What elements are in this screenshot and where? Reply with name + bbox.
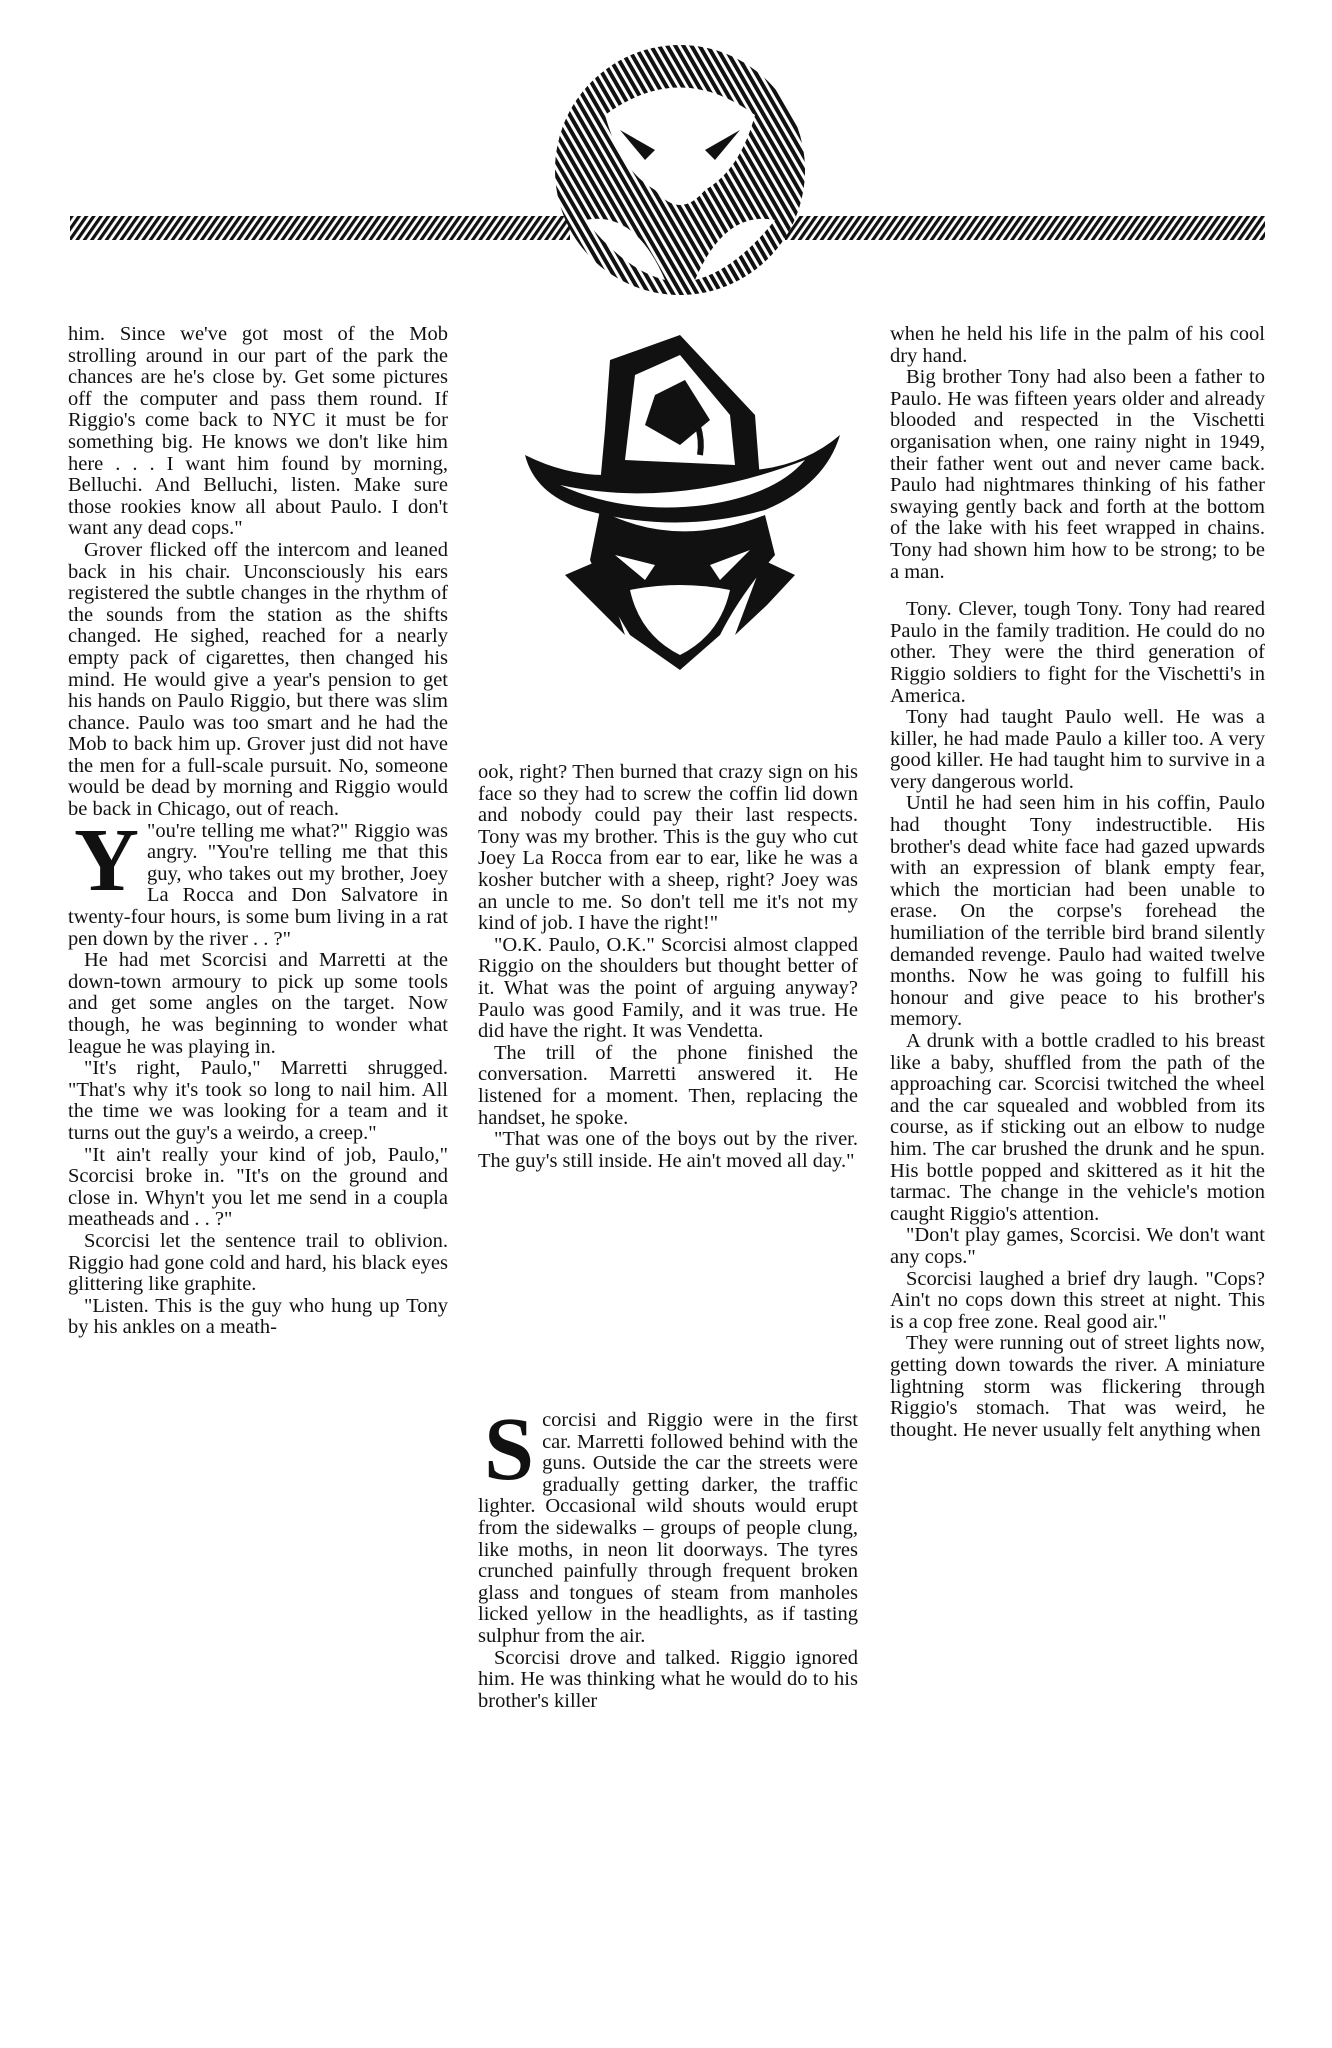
paragraph: Scorcisi drove and talked. Riggio ignored him. He was thinking what he would do to his brother's killer — [478, 1646, 858, 1712]
paragraph: Until he had seen him in his coffin, Paulo had thought Tony indestructible. His brother's dead white face had gazed upwards with an expression of blank empty fear, which the mortician had been unable to erase. On the corpse's forehead the humiliation of the terrible bird brand silently demanded revenge. Paulo had waited twelve months. Now he was going to fulfill his honour and give peace to his brother's memory. — [890, 792, 1265, 1031]
text-column-2-bottom — [478, 1400, 858, 1712]
paragraph: "Listen. This is the guy who hung up Tony by his ankles on a meath- — [68, 1294, 448, 1339]
header-rule-left — [70, 216, 570, 240]
paragraph: "It's right, Paulo," Marretti shrugged. "That's why it's took so long to nail him. All the time we was looking for a team and it turns out the guy's a weirdo, a creep." — [68, 1057, 448, 1144]
paragraph: "Don't play games, Scorcisi. We don't want any cops." — [890, 1224, 1265, 1268]
paragraph: They were running out of street lights now, getting down towards the river. A miniature lightning storm was flickering through Riggio's stomach. That was weird, he thought. He never usually felt anything when — [890, 1332, 1265, 1441]
paragraph: Scorcisi laughed a brief dry laugh. "Cops? Ain't no cops down this street at night. This is a cop free zone. Real good air." — [890, 1267, 1265, 1333]
paragraph: He had met Scorcisi and Marretti at the down-town armoury to pick up some tools and get some angles on the target. Now though, he was beginning to wonder what league he was playing in. — [68, 949, 448, 1058]
paragraph: Big brother Tony had also been a father to Paulo. He was fifteen years older and already blooded and respected in the Vischetti organisation when, one rainy night in 1949, their father went out and never came back. Paulo had nightmares thinking of his father swaying gently back and forth at the bottom of the lake with his feet wrapped in chains. Tony had shown him how to be strong; to be a man. — [890, 366, 1265, 583]
drop-cap: S — [484, 1400, 535, 1499]
text-column-1 — [68, 324, 448, 1339]
paragraph: "That was one of the boys out by the river. The guy's still inside. He ain't moved all day." — [478, 1128, 858, 1172]
paragraph: A drunk with a bottle cradled to his breast like a baby, shuffled from the path of the approaching car. Scorcisi twitched the wheel and the car squealed and wobbled from its course, as if sticking out an elbow to nudge him. The car brushed the drunk and he spun. His bottle popped and skittered as it hit the tarmac. The change in the vehicle's motion caught Riggio's attention. — [890, 1030, 1265, 1225]
paragraph-dropcap — [68, 810, 448, 951]
paragraph: Tony. Clever, tough Tony. Tony had reared Paulo in the family tradition. He could do no other. They were the third generation of Riggio soldiers to fight for the Vischetti's in America. — [890, 598, 1265, 707]
hat-figure-icon — [505, 335, 845, 675]
opening-quote: " — [147, 819, 156, 842]
text-column-3 — [890, 324, 1265, 1441]
paragraph-text: ou're telling me what?" Riggio was angry. "You're telling me that this guy, who takes out my brother, Joey La Rocca and Don Salvatore in twenty-four hours, is some bum living in a rat pen down by the river . . ?" — [68, 819, 448, 950]
paragraph: him. Since we've got most of the Mob strolling around in our part of the park the chances are he's close by. Get some pictures off the computer and pass them round. If Riggio's come back to NYC it must be for something big. He knows we don't like him here . . . I want him found by morning, Belluchi. And Belluchi, listen. Make sure those rookies know all about Paulo. I don't want any dead cops." — [68, 323, 448, 540]
paragraph: ook, right? Then burned that crazy sign on his face so they had to screw the coffin lid down and nobody could pay their last respects. Tony was my brother. This is the guy who cut Joey La Rocca from ear to ear, like he was a kosher butcher with a sheep, right? Joey was an uncle to me. So don't tell me it's not my kind of job. I have the right!" — [478, 761, 858, 935]
skull-emblem-icon — [545, 20, 815, 320]
paragraph: Scorcisi let the sentence trail to oblivion. Riggio had gone cold and hard, his black eyes glittering like graphite. — [68, 1229, 448, 1296]
paragraph: "O.K. Paulo, O.K." Scorcisi almost clapped Riggio on the shoulders but thought better of it. What was the point of arguing anyway? Paulo was good Family, and it was true. He did have the right. It was Vendetta. — [478, 933, 858, 1043]
paragraph: The trill of the phone finished the conversation. Marretti answered it. He listened for a moment. Then, replacing the handset, he spoke. — [478, 1041, 858, 1129]
text-column-2-top — [478, 762, 858, 1172]
paragraph: Grover flicked off the intercom and leaned back in his chair. Unconsciously his ears registered the subtle changes in the rhythm of the sounds from the station as the shifts changed. He sighed, reached for a nearly empty pack of cigarettes, then changed his mind. He would give a year's pension to get his hands on Paulo Riggio, but there was slim chance. Paulo was too smart and he had the Mob to back him up. Grover just did not have the men for a full-scale pursuit. No, someone would be dead by morning and Riggio would be back in Chicago, out of reach. — [68, 538, 448, 821]
drop-cap: Y — [74, 810, 139, 910]
paragraph: Tony had taught Paulo well. He was a killer, he had made Paulo a killer too. A very good killer. He had taught him to survive in a very dangerous world. — [890, 706, 1265, 793]
paragraph: when he held his life in the palm of his cool dry hand. — [890, 323, 1265, 367]
header-rule-right — [785, 216, 1265, 240]
paragraph: "It ain't really your kind of job, Paulo," Scorcisi broke in. "It's on the ground and close in. Whyn't you let me send in a coupla meatheads and . . ?" — [68, 1143, 448, 1231]
paragraph-text: corcisi and Riggio were in the first car. Marretti followed behind with the guns. Outside the car the streets were gradually getting darker, the traffic lighter. Occasional wild shouts would erupt from the sidewalks – groups of people clung, like moths, in neon lit doorways. The tyres crunched painfully through frequent broken glass and tongues of steam from manholes licked yellow in the headlights, as if tasting sulphur from the air. — [478, 1409, 858, 1647]
paragraph-dropcap — [478, 1400, 858, 1648]
